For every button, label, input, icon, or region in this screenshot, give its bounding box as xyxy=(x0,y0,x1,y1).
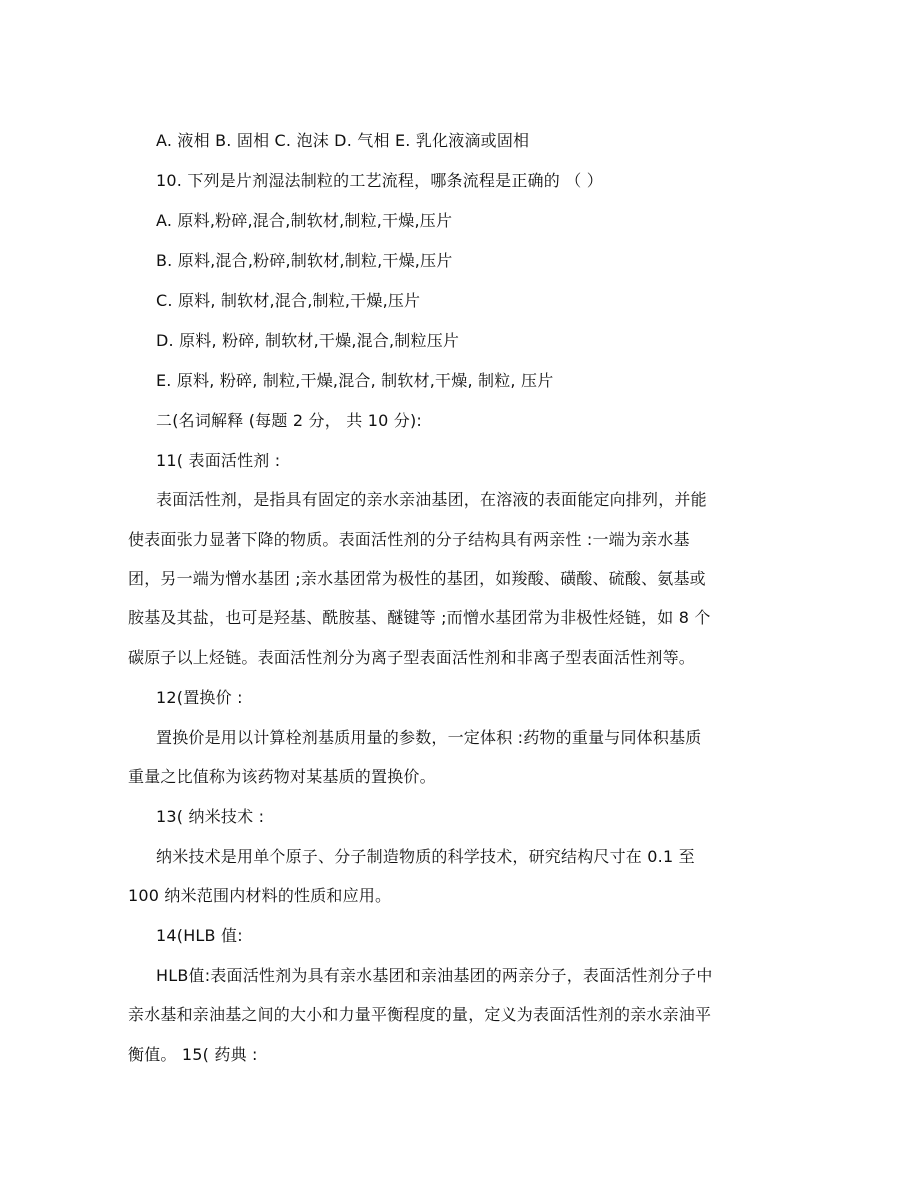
term-13-heading: 13( 纳米技术 : xyxy=(156,807,265,826)
question-10-option-e: E. 原料, 粉碎, 制粒,干燥,混合, 制软材,干燥, 制粒, 压片 xyxy=(156,371,554,390)
section-heading-terms: 二(名词解释 (每题 2 分， 共 10 分): xyxy=(156,411,422,430)
option-line-a-e-phase: A. 液相 B. 固相 C. 泡沫 D. 气相 E. 乳化液滴或固相 xyxy=(156,131,530,150)
question-10-option-c: C. 原料, 制软材,混合,制粒,干燥,压片 xyxy=(156,291,421,310)
term-13-body-line-2: 100 纳米范围内材料的性质和应用。 xyxy=(128,886,392,905)
term-14-heading: 14(HLB 值: xyxy=(156,926,243,945)
term-11-body-line-5: 碳原子以上烃链。表面活性剂分为离子型表面活性剂和非离子型表面活性剂等。 xyxy=(128,648,696,667)
term-11-body-line-2: 使表面张力显著下降的物质。表面活性剂的分子结构具有两亲性 :一端为亲水基 xyxy=(128,530,690,549)
term-14-body-line-2: 亲水基和亲油基之间的大小和力量平衡程度的量，定义为表面活性剂的亲水亲油平 xyxy=(128,1005,712,1024)
term-11-body-line-4: 胺基及其盐，也可是羟基、酰胺基、醚键等 ;而憎水基团常为非极性烃链，如 8 个 xyxy=(128,608,711,627)
term-14-body-line-3-and-15: 衡值。 15( 药典 : xyxy=(128,1045,258,1064)
term-11-heading: 11( 表面活性剂 : xyxy=(156,451,281,470)
question-10-option-d: D. 原料, 粉碎, 制软材,干燥,混合,制粒压片 xyxy=(156,331,460,350)
term-12-body-line-1: 置换价是用以计算栓剂基质用量的参数，一定体积 :药物的重量与同体积基质 xyxy=(156,728,702,747)
term-12-heading: 12(置换价 : xyxy=(156,688,243,707)
question-10-option-a: A. 原料,粉碎,混合,制软材,制粒,干燥,压片 xyxy=(156,211,453,230)
term-12-body-line-2: 重量之比值称为该药物对某基质的置换价。 xyxy=(128,767,436,786)
term-11-body-line-3: 团，另一端为憎水基团 ;亲水基团常为极性的基团，如羧酸、磺酸、硫酸、氨基或 xyxy=(128,569,706,588)
term-14-body-line-1: HLB值:表面活性剂为具有亲水基团和亲油基团的两亲分子，表面活性剂分子中 xyxy=(156,966,713,985)
term-11-body-line-1: 表面活性剂，是指具有固定的亲水亲油基团，在溶液的表面能定向排列，并能 xyxy=(156,490,707,509)
question-10-option-b: B. 原料,混合,粉碎,制软材,制粒,干燥,压片 xyxy=(156,251,453,270)
question-10: 10. 下列是片剂湿法制粒的工艺流程，哪条流程是正确的 （ ） xyxy=(156,171,603,190)
term-13-body-line-1: 纳米技术是用单个原子、分子制造物质的科学技术，研究结构尺寸在 0.1 至 xyxy=(156,847,695,866)
